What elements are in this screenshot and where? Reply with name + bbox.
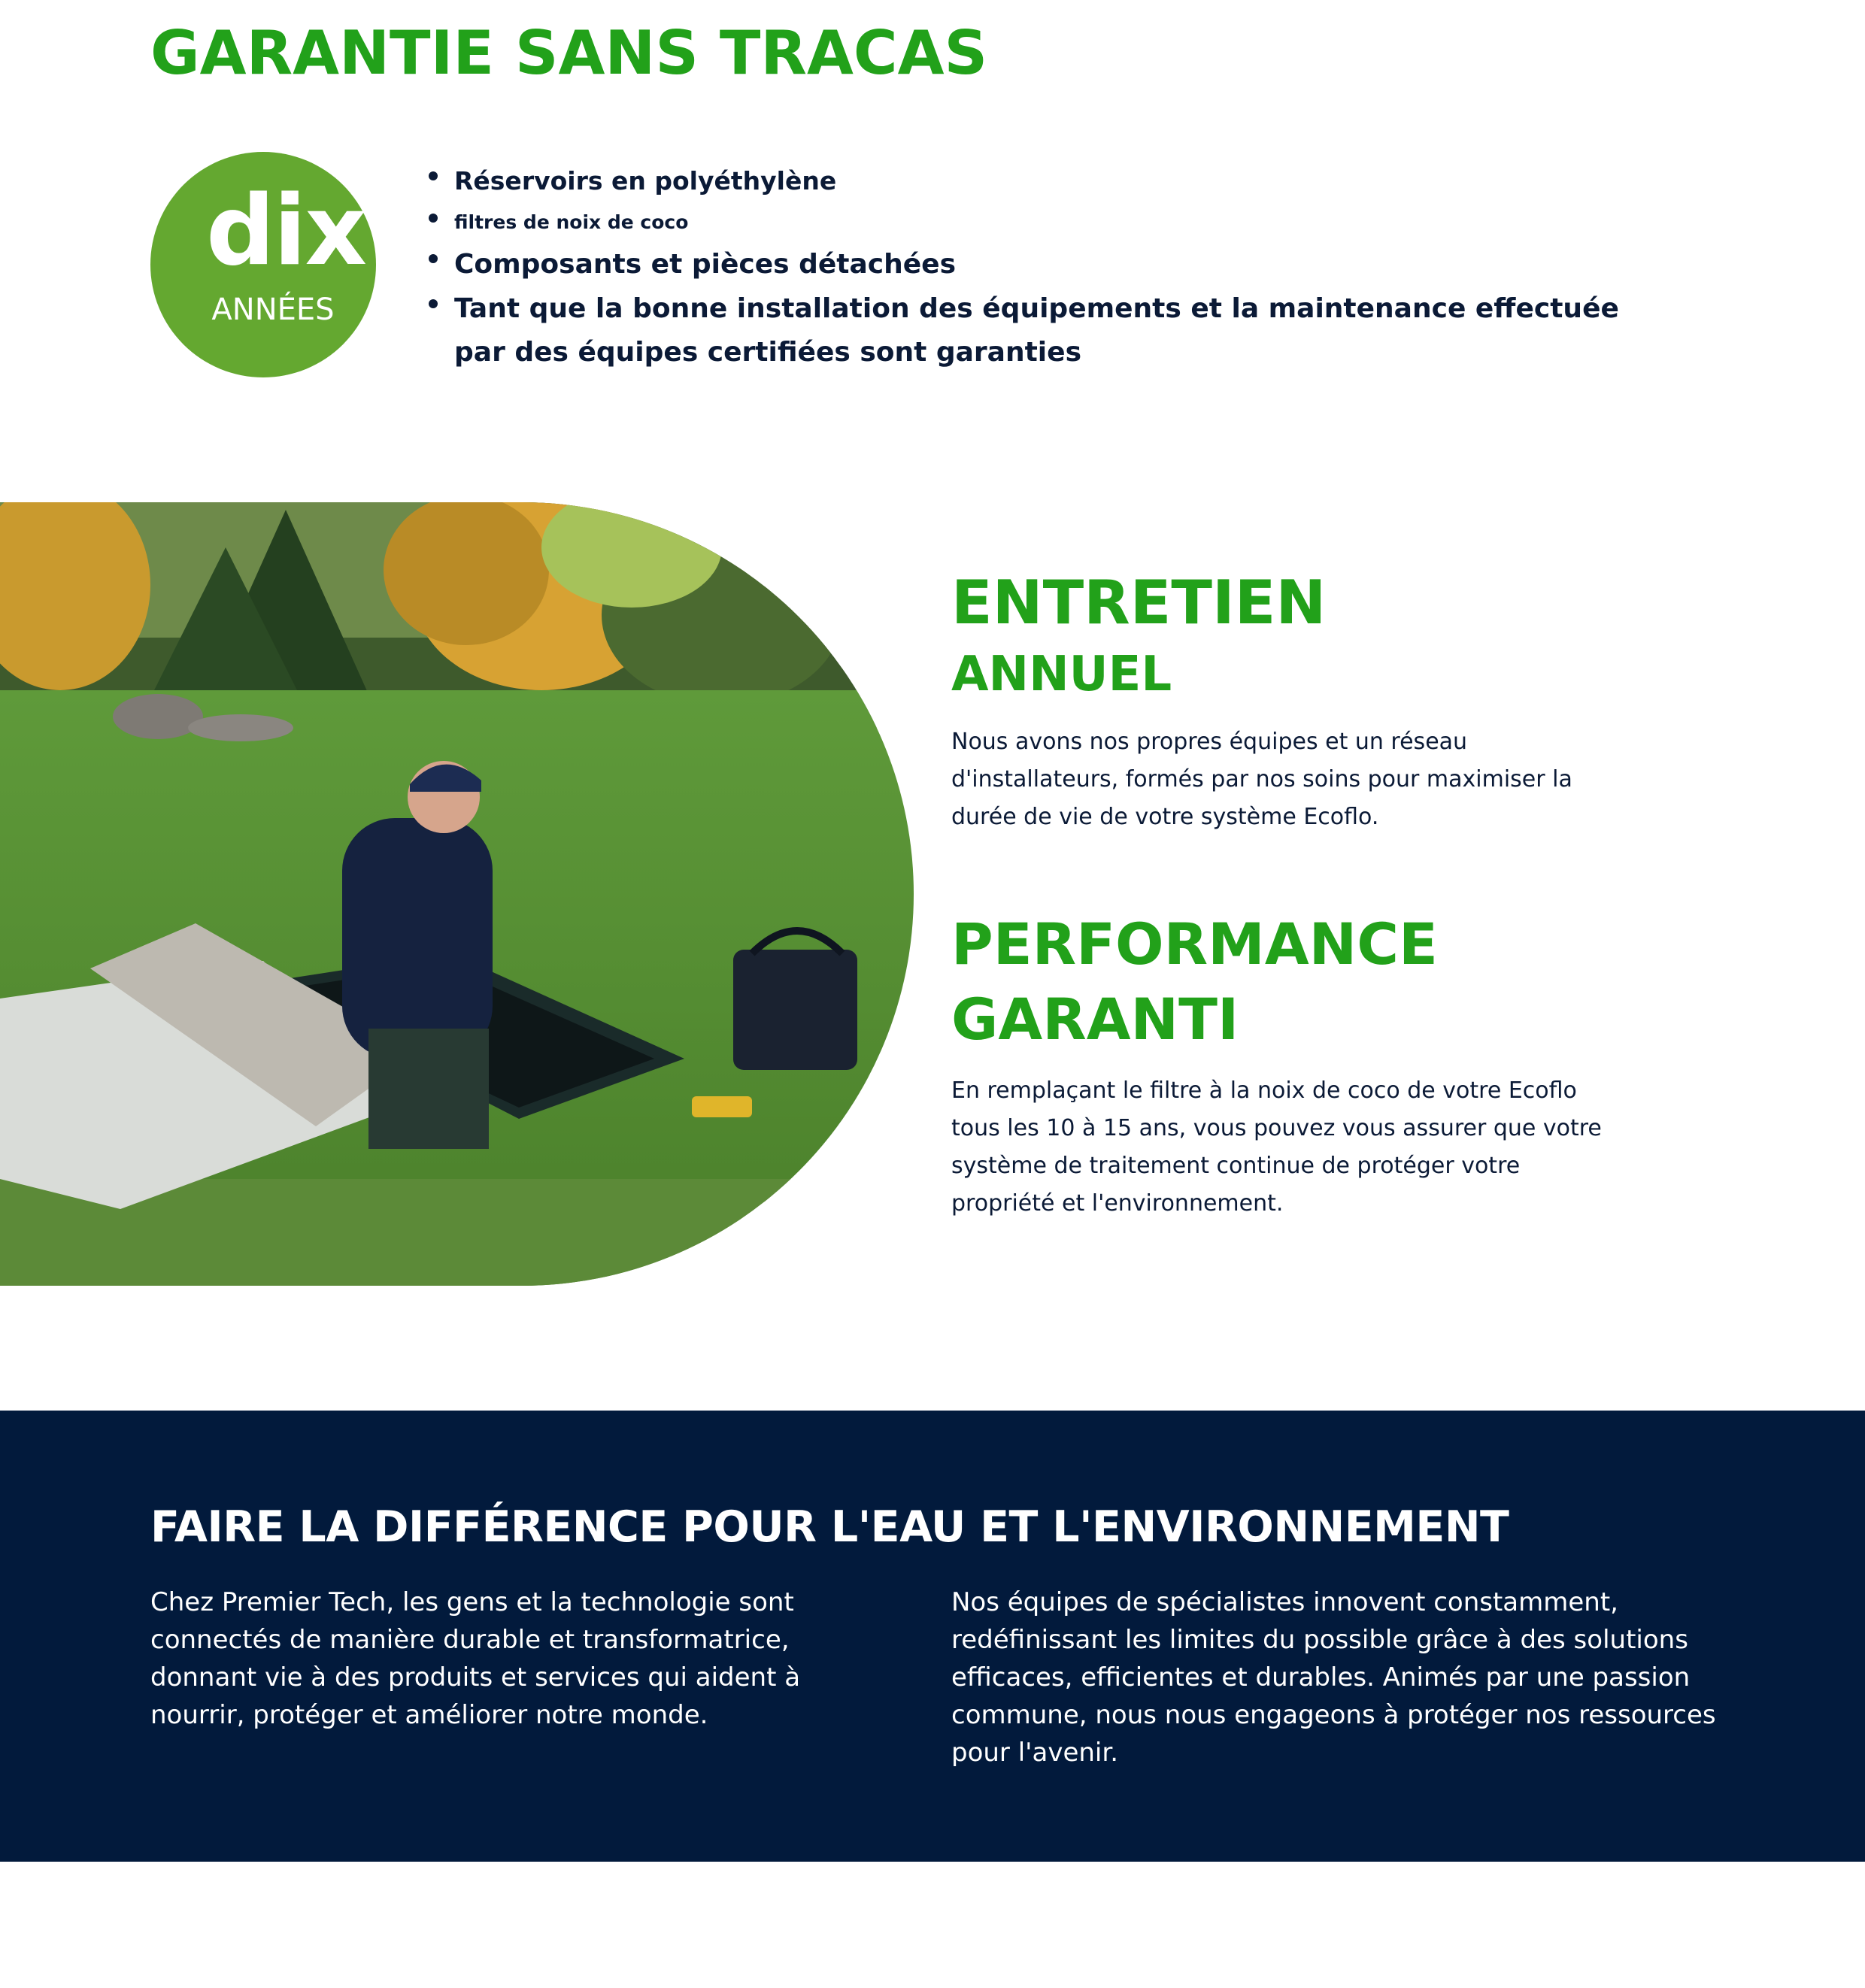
feature-item: Réservoirs en polyéthylène xyxy=(423,159,1626,203)
environment-band xyxy=(0,1411,1865,1862)
feature-item: Tant que la bonne installation des équipements et la maintenance effectuée par des équipes certifiées sont garanties xyxy=(423,287,1626,374)
warranty-title: GARANTIE SANS TRACAS xyxy=(150,18,988,88)
environment-title: FAIRE LA DIFFÉRENCE POUR L'EAU ET L'ENVIRONNEMENT xyxy=(150,1502,1509,1552)
performance-heading-line1: PERFORMANCE xyxy=(951,911,1438,977)
feature-item: filtres de noix de coco xyxy=(423,203,1626,242)
badge-unit: ANNÉES xyxy=(211,292,335,327)
maintenance-heading-line2: ANNUEL xyxy=(951,647,1172,702)
technician-photo xyxy=(0,502,914,1286)
annual-maintenance-section xyxy=(951,565,1628,836)
performance-text: En remplaçant le filtre à la noix de coco de votre Ecoflo tous les 10 à 15 ans, vous pouvez vous assurer que votre système de traitement continue de protéger votre propriété et l'environnement. xyxy=(951,1077,1602,1217)
badge-number: dix xyxy=(206,175,366,287)
guaranteed-performance-section xyxy=(951,907,1628,1223)
feature-item: Composants et pièces détachées xyxy=(423,242,1626,287)
maintenance-heading-line1: ENTRETIEN xyxy=(951,568,1327,638)
performance-heading-line2: GARANTI xyxy=(951,986,1239,1053)
environment-right-text: Nos équipes de spécialistes innovent constamment, redéfinissant les limites du possible grâce à des solutions efficaces, efficientes et durables. Animés par une passion commune, nous nous engageons à protéger nos ressources pour l'avenir. xyxy=(951,1587,1716,1768)
warranty-features-list xyxy=(423,159,1626,374)
ten-years-badge xyxy=(150,152,376,377)
maintenance-text: Nous avons nos propres équipes et un réseau d'installateurs, formés par nos soins pour maximiser la durée de vie de votre système Ecoflo. xyxy=(951,729,1572,830)
environment-left-text: Chez Premier Tech, les gens et la technologie sont connectés de manière durable et transformatrice, donnant vie à des produits et services qui aident à nourrir, protéger et améliorer notre monde. xyxy=(150,1587,801,1730)
